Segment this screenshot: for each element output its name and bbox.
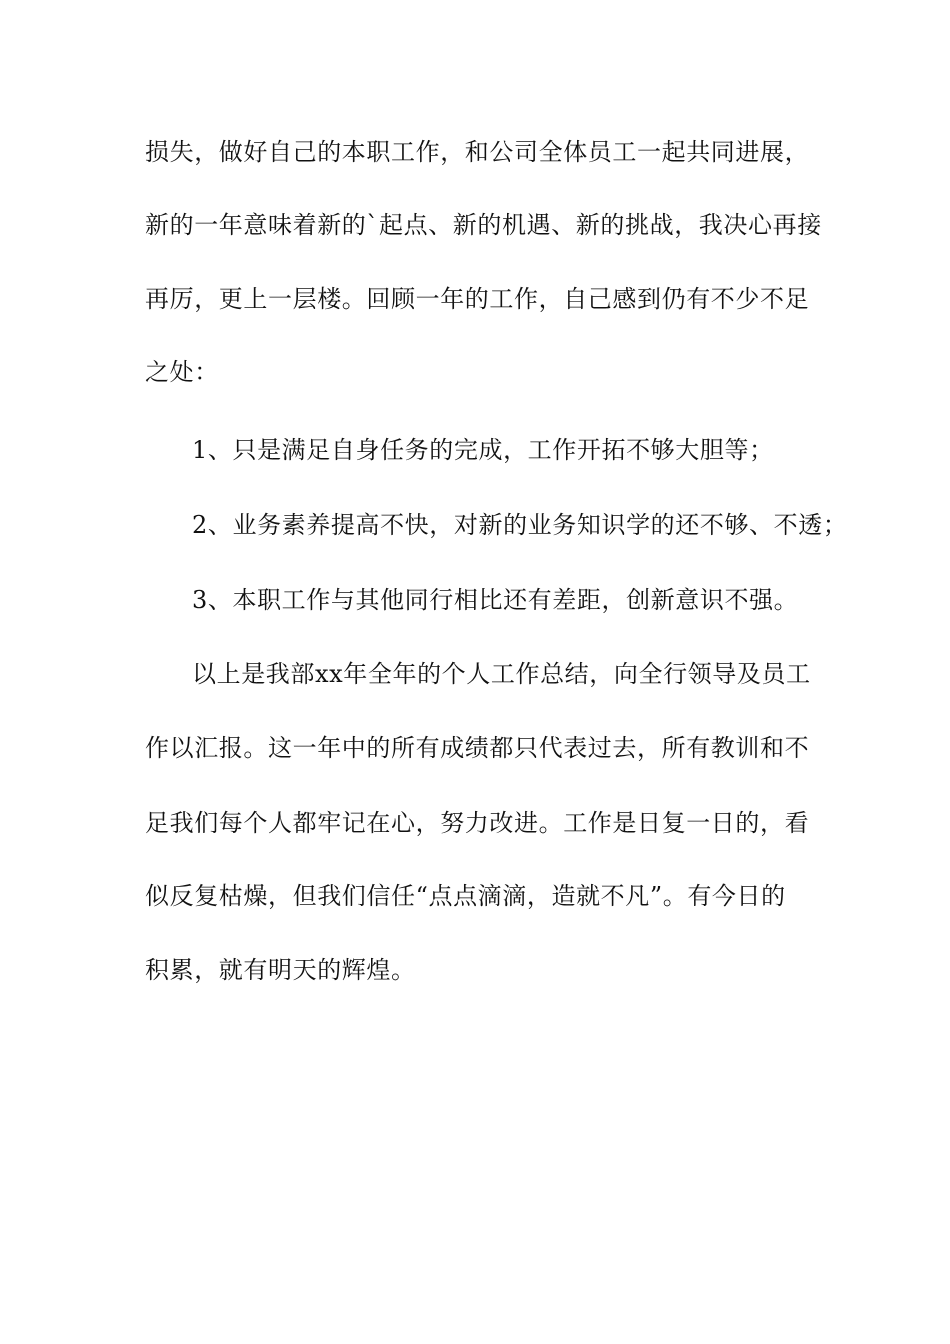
body-text-line: 损失，做好自己的本职工作，和公司全体员工一起共同进展，: [145, 138, 810, 166]
body-text-line: 足我们每个人都牢记在心，努力改进。工作是日复一日的，看: [145, 809, 810, 837]
body-text-line: 再厉，更上一层楼。回顾一年的工作，自己感到仍有不少不足: [145, 285, 810, 313]
body-text-line: 新的一年意味着新的`起点、新的机遇、新的挑战，我决心再接: [145, 211, 822, 239]
body-text-line: 作以汇报。这一年中的所有成绩都只代表过去，所有教训和不: [145, 734, 810, 762]
body-text-line: 似反复枯燥，但我们信任“点点滴滴，造就不凡”。有今日的: [145, 882, 786, 910]
body-text-line: 之处：: [145, 358, 219, 386]
list-item-2: 2、业务素养提高不快，对新的业务知识学的还不够、不透；: [192, 511, 848, 539]
list-item-3: 3、本职工作与其他同行相比还有差距，创新意识不强。: [192, 586, 799, 614]
body-text-line: 积累，就有明天的辉煌。: [145, 956, 416, 984]
list-item-1: 1、只是满足自身任务的完成，工作开拓不够大胆等；: [192, 436, 774, 464]
body-text-line: 以上是我部xx年全年的个人工作总结，向全行领导及员工: [192, 660, 811, 688]
